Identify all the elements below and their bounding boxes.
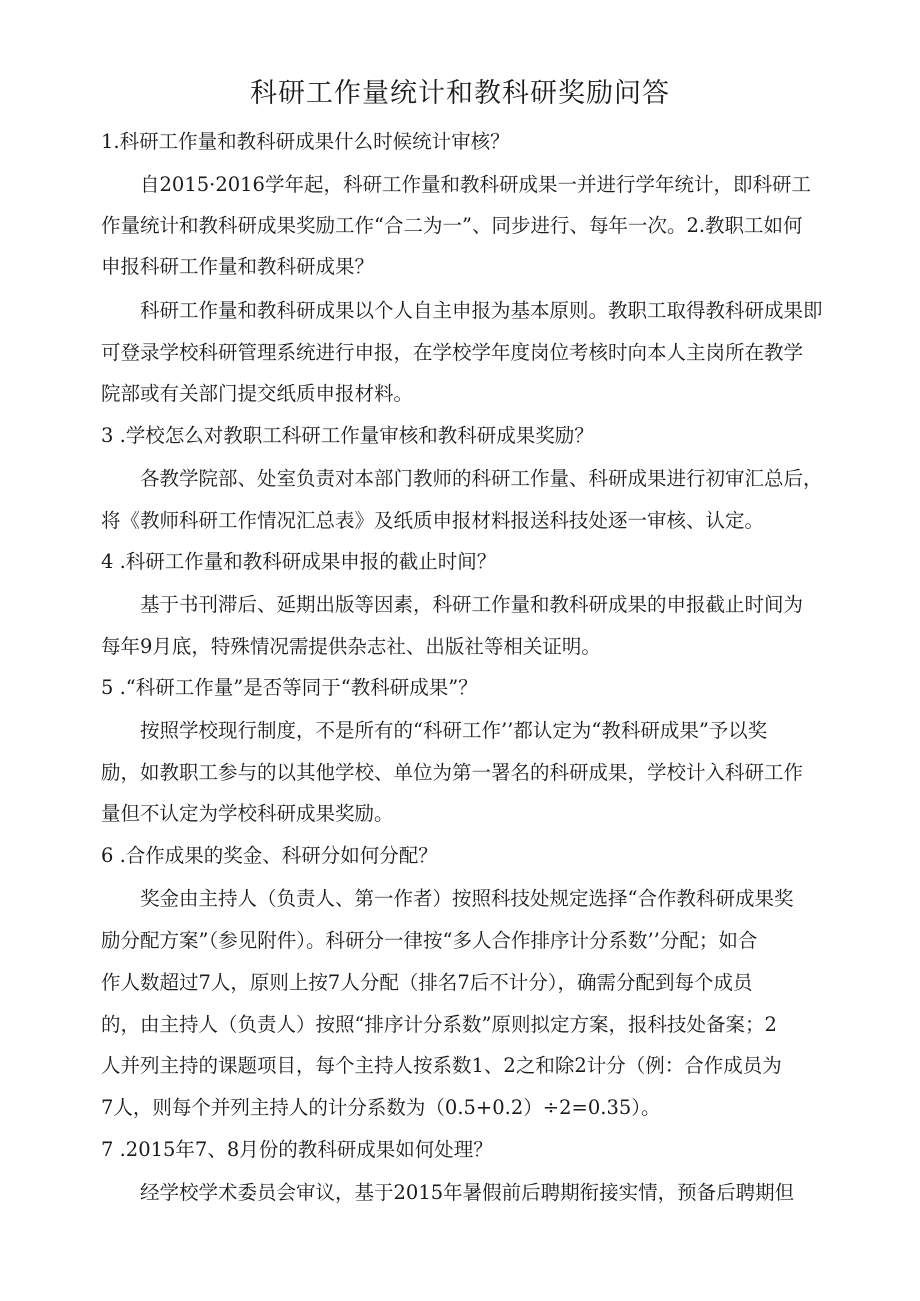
answer-1-line-1: 自2015·2016学年起，科研工作量和教科研成果一并进行学年统计，即科研工 [140, 173, 811, 196]
answer-2-line-3: 院部或有关部门提交纸质申报材料。 [101, 382, 414, 405]
answer-5-line-1: 按照学校现行制度，不是所有的“科研工作’’都认定为“教科研成果”予以奖 [140, 719, 768, 742]
question-2-line: 申报科研工作量和教科研成果？ [101, 255, 375, 278]
question-7: 7 .2015年7、8月份的教科研成果如何处理？ [101, 1138, 493, 1161]
question-3: 3 .学校怎么对教职工科研工作量审核和教科研成果奖励？ [101, 424, 594, 447]
question-6: 6 .合作成果的奖金、科研分如何分配？ [101, 844, 438, 867]
answer-1-line-2: 作量统计和教科研成果奖励工作“合二为一”、同步进行、每年一次。2.教职工如何 [101, 214, 803, 237]
answer-6-line-3: 作人数超过7人，原则上按7人分配（排名7后不计分），确需分配到每个成员 [101, 971, 753, 994]
answer-6-line-4: 的，由主持人（负责人）按照“排序计分系数”原则拟定方案，报科技处备案；2 [101, 1013, 777, 1036]
answer-4-line-2: 每年9月底，特殊情况需提供杂志社、出版社等相关证明。 [101, 635, 601, 658]
question-5: 5 .“科研工作量”是否等同于“教科研成果”？ [101, 676, 478, 699]
answer-5-line-2: 励，如教职工参与的以其他学校、单位为第一署名的科研成果，学校计入科研工作 [101, 761, 804, 784]
answer-7-line-1: 经学校学术委员会审议，基于2015年暑假前后聘期衔接实情，预备后聘期但 [140, 1181, 795, 1204]
answer-3-line-1: 各教学院部、处室负责对本部门教师的科研工作量、科研成果进行初审汇总后， [140, 467, 823, 490]
answer-2-line-1: 科研工作量和教科研成果以个人自主申报为基本原则。教职工取得教科研成果即 [140, 299, 823, 322]
answer-4-line-1: 基于书刊滞后、延期出版等因素，科研工作量和教科研成果的申报截止时间为 [140, 593, 804, 616]
answer-6-line-6: 7人，则每个并列主持人的计分系数为（0.5+0.2）÷2=0.35）。 [101, 1096, 661, 1119]
answer-6-line-1: 奖金由主持人（负责人、第一作者）按照科技处规定选择“合作教科研成果奖 [140, 887, 794, 910]
question-1: 1.科研工作量和教科研成果什么时候统计审核？ [101, 130, 510, 153]
question-4: 4 .科研工作量和教科研成果申报的截止时间？ [101, 550, 497, 573]
answer-6-line-5: 人并列主持的课题项目，每个主持人按系数1、2之和除2计分（例：合作成员为 [101, 1054, 782, 1077]
answer-5-line-3: 量但不认定为学校科研成果奖励。 [101, 802, 394, 825]
answer-3-line-2: 将《教师科研工作情况汇总表》及纸质申报材料报送科技处逐一审核、认定。 [101, 509, 765, 532]
answer-2-line-2: 可登录学校科研管理系统进行申报，在学校学年度岗位考核时向本人主岗所在教学 [101, 341, 804, 364]
answer-6-line-2: 励分配方案”（参见附件）。科研分一律按“多人合作排序计分系数’’分配；如合 [101, 929, 758, 952]
document-title: 科研工作量统计和教科研奖励问答 [250, 78, 670, 109]
